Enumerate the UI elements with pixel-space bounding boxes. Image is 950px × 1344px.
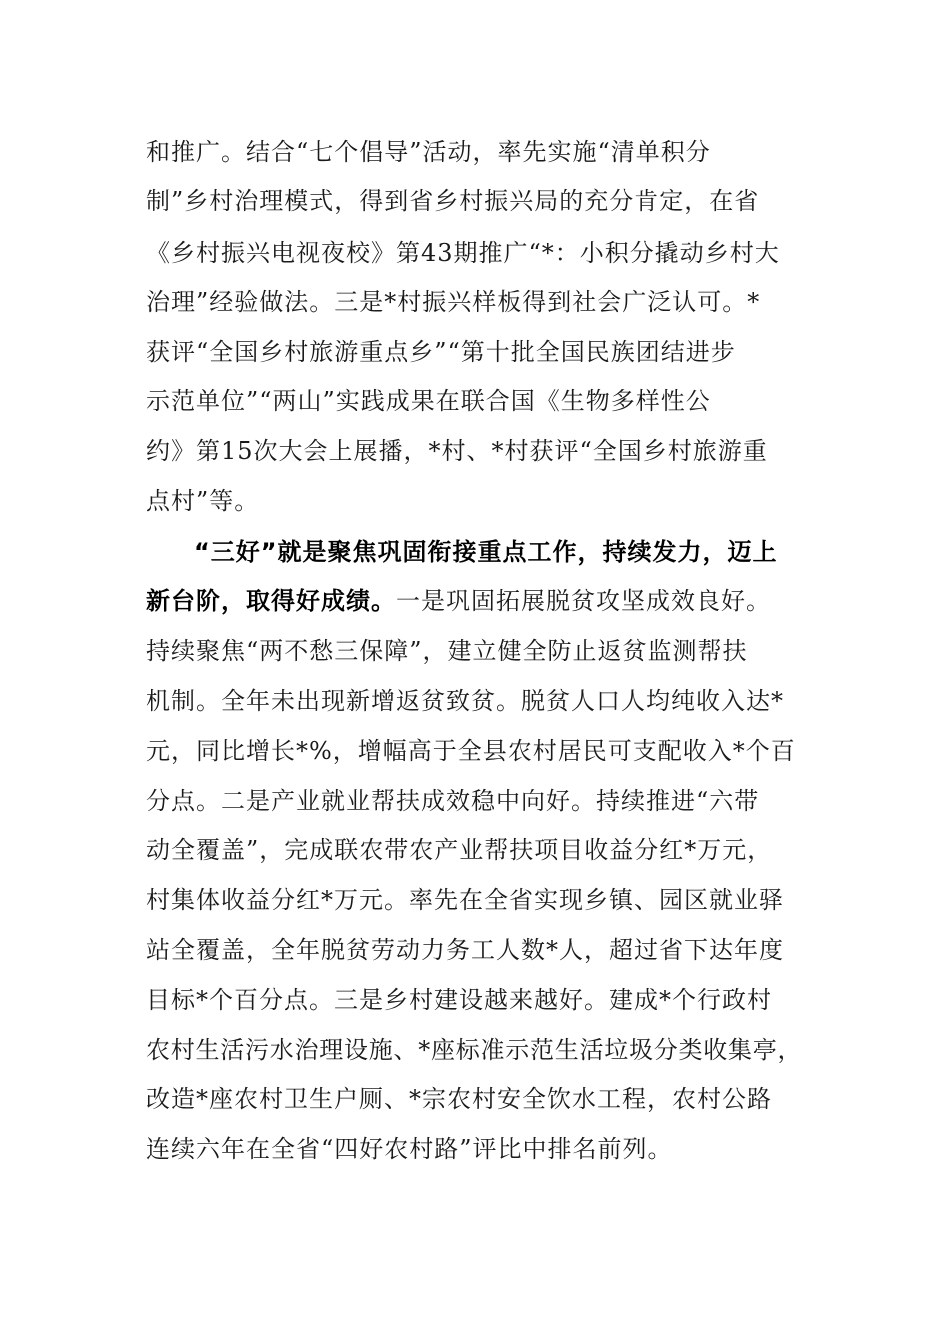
text-line — [146, 586, 771, 616]
text-line: 目标*个百分点。三是乡村建设越来越好。建成*个行政村 — [146, 986, 772, 1014]
text-line: 制”乡村治理模式，得到省乡村振兴局的充分肯定，在省 — [146, 187, 760, 215]
text-line: 示范单位”“两山”实践成果在联合国《生物多样性公 — [146, 387, 711, 415]
text-line: 《乡村振兴电视夜校》第43期推广“*：小积分撬动乡村大 — [146, 239, 780, 267]
text-line: 和推广。结合“七个倡导”活动，率先实施“清单积分 — [146, 138, 711, 166]
text-span: 一是巩固拓展脱贫攻坚成效良好。 — [396, 587, 771, 615]
text-line: 获评“全国乡村旅游重点乡”“第十批全国民族团结进步 — [146, 338, 736, 366]
text-line: 动全覆盖”，完成联农带农产业帮扶项目收益分红*万元， — [146, 836, 773, 864]
text-line: 连续六年在全省“四好农村路”评比中排名前列。 — [146, 1135, 673, 1163]
text-line: 点村”等。 — [146, 487, 260, 515]
paragraph-heading-line: “三好”就是聚焦巩固衔接重点工作，持续发力，迈上 — [194, 538, 778, 566]
paragraph-heading-end: 新台阶，取得好成绩。 — [146, 587, 396, 615]
text-line: 改造*座农村卫生户厕、*宗农村安全饮水工程，农村公路 — [146, 1085, 772, 1113]
text-line: 机制。全年未出现新增返贫致贫。脱贫人口人均纯收入达* — [146, 687, 784, 715]
text-line: 持续聚焦“两不愁三保障”，建立健全防止返贫监测帮扶 — [146, 637, 748, 665]
text-line: 农村生活污水治理设施、*座标准示范生活垃圾分类收集亭， — [146, 1036, 803, 1064]
text-line: 分点。二是产业就业帮扶成效稳中向好。持续推进“六带 — [146, 787, 760, 815]
text-line: 站全覆盖，全年脱贫劳动力务工人数*人，超过省下达年度 — [146, 936, 784, 964]
text-line: 元，同比增长*%，增幅高于全县农村居民可支配收入*个百 — [146, 737, 796, 765]
text-line: 治理”经验做法。三是*村振兴样板得到社会广泛认可。* — [146, 288, 761, 316]
text-line: 村集体收益分红*万元。率先在全省实现乡镇、园区就业驿 — [146, 886, 784, 914]
text-line: 约》第15次大会上展播，*村、*村获评“全国乡村旅游重 — [146, 437, 768, 465]
